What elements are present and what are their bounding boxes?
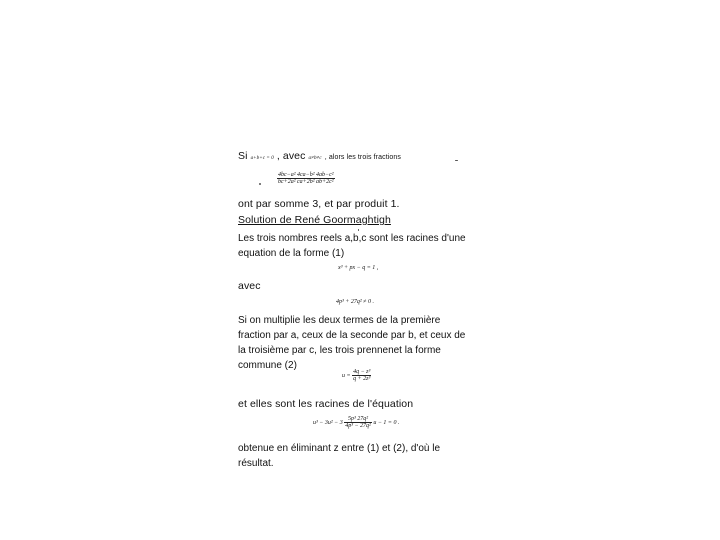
- intro-suffix: , alors les trois fractions: [324, 154, 401, 161]
- equation-1: x³ + px − q = 1 ,: [338, 265, 379, 271]
- eq3-lhs: u =: [342, 372, 351, 379]
- paragraph-line: equation de la forme (1): [238, 248, 345, 259]
- fractions-display: [277, 172, 335, 185]
- paragraph-line: Si on multiplie les deux termes de la première: [238, 315, 441, 326]
- eq4-numerator: 5p³ 27q²: [344, 416, 372, 423]
- paragraph-line: la troisième par c, les trois prennenet la forme: [238, 345, 441, 356]
- scan-mark: [455, 160, 458, 161]
- sum-product-line: ont par somme 3, et par produit 1.: [238, 198, 400, 210]
- paragraph-multiply: [238, 313, 478, 373]
- condition-sum: a+b+c = 0: [250, 156, 274, 161]
- intro-line: [238, 150, 401, 162]
- paragraph-line: fraction par a, ceux de la seconde par b, et ceux de: [238, 330, 466, 341]
- condition-distinct: a≠b≠c: [308, 156, 322, 161]
- eq4-denominator: 4p³ − 27q²: [345, 423, 371, 429]
- eq3-denominator: q + 2z³: [353, 376, 371, 382]
- scan-mark: [358, 229, 359, 231]
- solution-heading: Solution de René Goormaghtigh: [238, 214, 391, 226]
- paragraph-line: obtenue en éliminant z entre (1) et (2), d'où le: [238, 443, 441, 454]
- eq4-part-b: u − 1 = 0 .: [373, 419, 400, 426]
- equation-common-form: [342, 369, 371, 382]
- intro-prefix: Si: [238, 150, 248, 162]
- paragraph-roots: [238, 231, 478, 261]
- fractions-numerators: 4bc−a² 4ca−b² 4ab−c²: [278, 172, 334, 178]
- roots-of-equation-line: et elles sont les racines de l'équation: [238, 398, 414, 410]
- intro-mid: , avec: [276, 150, 306, 162]
- avec-label: avec: [238, 280, 261, 292]
- paragraph-line: résultat.: [238, 458, 274, 469]
- equation-cubic: [313, 416, 399, 429]
- eq3-numerator: 4q − z³: [353, 369, 371, 375]
- equation-2: 4p³ + 27q² ≠ 0 .: [336, 299, 374, 305]
- eq4-part-a: u³ − 3u² − 3: [313, 419, 343, 426]
- paragraph-line: commune (2): [238, 360, 297, 371]
- bullet-mark: [259, 183, 261, 185]
- paragraph-conclusion: [238, 441, 478, 471]
- fractions-denominators: bc+2a² ca+2b² ab+2c²: [278, 179, 334, 185]
- paragraph-line: Les trois nombres reels a,b,c sont les racines d'une: [238, 233, 466, 244]
